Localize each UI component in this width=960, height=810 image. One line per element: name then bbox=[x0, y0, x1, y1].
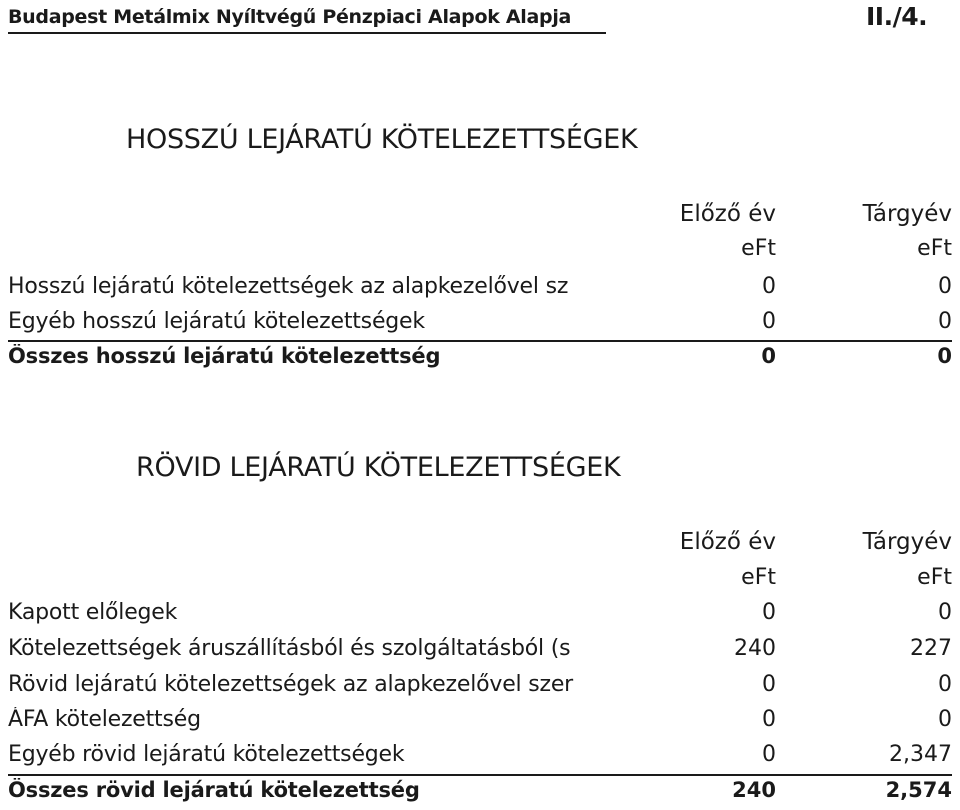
row-curr-value: 227 bbox=[910, 636, 952, 661]
row-curr-value: 0 bbox=[938, 309, 952, 334]
page-number: II./4. bbox=[866, 2, 928, 31]
column-header-row bbox=[8, 526, 952, 560]
unit-row bbox=[8, 233, 952, 267]
unit-prev: eFt bbox=[741, 236, 776, 261]
row-curr-value: 0 bbox=[938, 274, 952, 299]
row-prev-value: 0 bbox=[762, 309, 776, 334]
table-row bbox=[8, 633, 952, 667]
total-prev-value: 240 bbox=[732, 778, 776, 802]
row-curr-value: 0 bbox=[938, 707, 952, 732]
row-curr-value: 2,347 bbox=[889, 742, 952, 767]
col-prev-year: Előző év bbox=[679, 201, 776, 227]
col-prev-year: Előző év bbox=[679, 529, 776, 555]
row-label: ÁFA kötelezettség bbox=[8, 707, 201, 732]
total-row bbox=[8, 340, 952, 376]
section-title-short-term: RÖVID LEJÁRATÚ KÖTELEZETTSÉGEK bbox=[136, 452, 621, 483]
fund-name: Budapest Metálmix Nyíltvégű Pénzpiaci Alapok Alapja bbox=[8, 6, 572, 28]
unit-curr: eFt bbox=[917, 565, 952, 590]
col-current-year: Tárgyév bbox=[862, 201, 952, 227]
row-curr-value: 0 bbox=[938, 672, 952, 697]
total-label: Összes hosszú lejáratú kötelezettség bbox=[8, 344, 441, 368]
row-label: Hosszú lejáratú kötelezettségek az alapkezelővel sz bbox=[8, 274, 569, 299]
row-label: Egyéb hosszú lejáratú kötelezettségek bbox=[8, 309, 425, 334]
row-prev-value: 240 bbox=[734, 636, 776, 661]
section-title-long-term: HOSSZÚ LEJÁRATÚ KÖTELEZETTSÉGEK bbox=[126, 124, 638, 155]
table-row bbox=[8, 669, 952, 703]
column-header-row bbox=[8, 198, 952, 232]
unit-prev: eFt bbox=[741, 565, 776, 590]
unit-row bbox=[8, 562, 952, 596]
total-curr-value: 2,574 bbox=[885, 778, 952, 802]
row-prev-value: 0 bbox=[762, 672, 776, 697]
row-label: Kötelezettségek áruszállításból és szolgáltatásból (s bbox=[8, 636, 571, 661]
row-prev-value: 0 bbox=[762, 600, 776, 625]
table-row bbox=[8, 704, 952, 738]
total-label: Összes rövid lejáratú kötelezettség bbox=[8, 778, 420, 802]
row-label: Egyéb rövid lejáratú kötelezettségek bbox=[8, 742, 405, 767]
total-prev-value: 0 bbox=[761, 344, 776, 368]
table-row bbox=[8, 597, 952, 631]
table-row bbox=[8, 739, 952, 773]
total-curr-value: 0 bbox=[937, 344, 952, 368]
row-prev-value: 0 bbox=[762, 274, 776, 299]
row-label: Rövid lejáratú kötelezettségek az alapkezelővel szer bbox=[8, 672, 574, 697]
row-curr-value: 0 bbox=[938, 600, 952, 625]
table-row bbox=[8, 271, 952, 305]
table-row bbox=[8, 306, 952, 340]
unit-curr: eFt bbox=[917, 236, 952, 261]
row-label: Kapott előlegek bbox=[8, 600, 178, 625]
document-header bbox=[8, 6, 606, 34]
total-row bbox=[8, 774, 952, 810]
col-current-year: Tárgyév bbox=[862, 529, 952, 555]
row-prev-value: 0 bbox=[762, 707, 776, 732]
row-prev-value: 0 bbox=[762, 742, 776, 767]
